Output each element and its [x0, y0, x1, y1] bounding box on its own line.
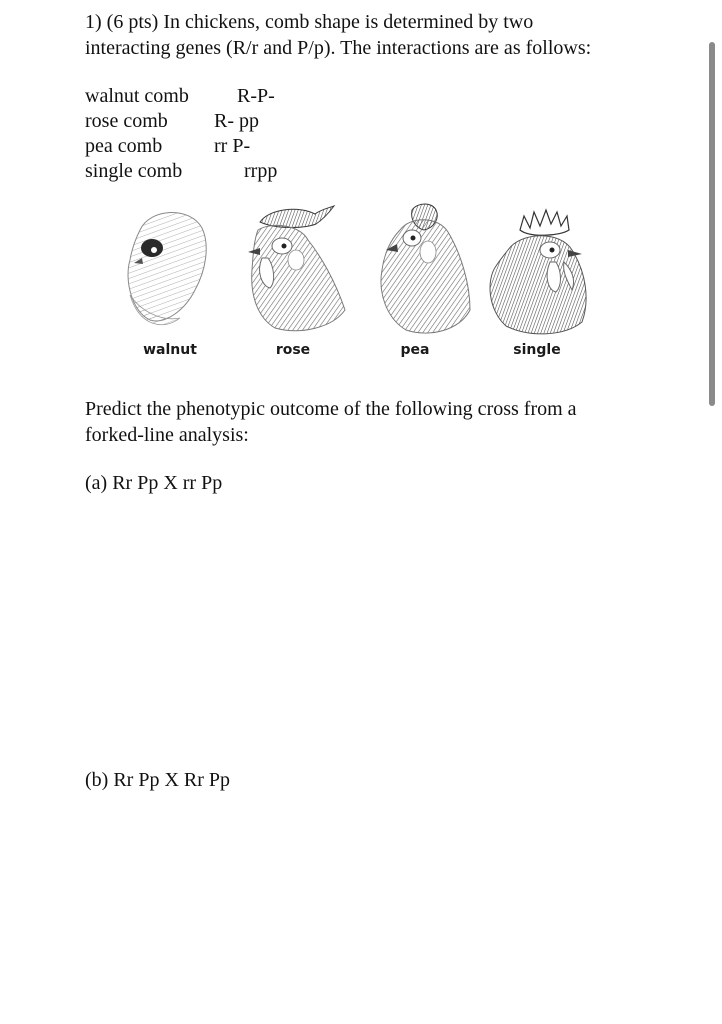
comb-genotype: rrpp: [244, 160, 278, 182]
figure-label-single: single: [513, 342, 561, 358]
part-b-cross: (b) Rr Pp X Rr Pp: [85, 769, 231, 791]
genotype-row-single: [85, 159, 385, 184]
pea-chicken-drawing: [381, 204, 470, 333]
part-a-cross: (a) Rr Pp X rr Pp: [85, 472, 223, 494]
question-line-2: interacting genes (R/r and P/p). The interactions are as follows:: [85, 37, 592, 59]
single-chicken-drawing: [490, 210, 586, 334]
figure-label-pea: pea: [400, 342, 430, 358]
prompt-line-2: forked-line analysis:: [85, 424, 249, 446]
comb-name: rose comb: [85, 110, 168, 132]
genotype-row-pea: [85, 134, 385, 159]
walnut-chicken-drawing: [128, 212, 206, 324]
question-line-1: 1) (6 pts) In chickens, comb shape is determined by two: [85, 11, 534, 33]
comb-name: walnut comb: [85, 85, 189, 107]
question-header: [85, 9, 685, 61]
prompt-line-1: Predict the phenotypic outcome of the following cross from a: [85, 398, 577, 420]
comb-genotype: R-P-: [237, 85, 275, 107]
comb-name: pea comb: [85, 135, 163, 157]
chicken-illustrations: [110, 200, 600, 340]
genotype-row-walnut: [85, 84, 385, 109]
comb-genotype: R- pp: [214, 110, 259, 132]
rose-chicken-drawing: [248, 206, 345, 331]
figure-label-walnut: walnut: [143, 342, 197, 358]
comb-genotype: rr P-: [214, 135, 251, 157]
comb-name: single comb: [85, 160, 183, 182]
scrollbar-thumb[interactable]: [709, 42, 715, 406]
figure-label-rose: rose: [275, 342, 311, 358]
prompt-text: [85, 396, 645, 448]
chicken-comb-figure: [110, 200, 600, 370]
genotype-table: [85, 84, 385, 184]
genotype-row-rose: [85, 109, 385, 134]
